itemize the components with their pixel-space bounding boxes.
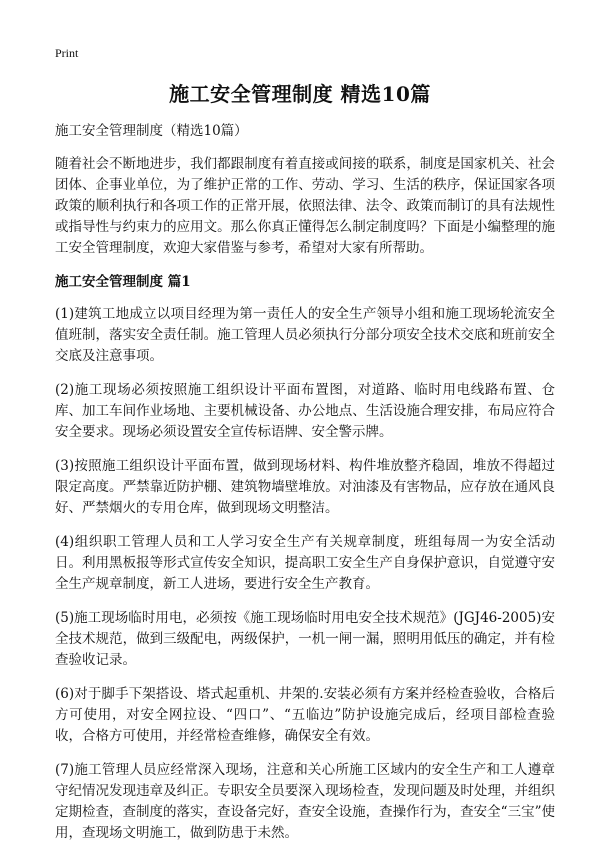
list-item: (1)建筑工地成立以项目经理为第一责任人的安全生产领导小组和施工现场轮流安全值班制，落实安全责任制。施工管理人员必须执行分部分项安全技术交底和班前安全交底及注意事项。 [55,306,555,364]
list-item: (7)施工管理人员应经常深入现场，注意和关心所施工区域内的安全生产和工人遵章守纪情况发现违章及纠正。专职安全员要深入现场检查，发现问题及时处理，并组织定期检查，查制度的落实，查设备完好，查安全设施，查操作行为，查安全“三宝”使用，查现场文明施工，做到防患于未然。 [55,762,555,841]
list-item: (2)施工现场必须按照施工组织设计平面布置图，对道路、临时用电线路布置、仓库、加工车间作业场地、主要机械设备、办公地点、生活设施合理安排，布局应符合安全要求。现场必须设置安全宣传标语牌、安全警示牌。 [55,382,555,440]
list-item: (5)施工现场临时用电，必须按《施工现场临时用电安全技术规范》(JGJ46-2005)安全技术规范，做到三级配电，两级保护，一机一闸一漏，照明用低压的确定，并有检查验收记录。 [55,610,555,668]
list-item: (3)按照施工组织设计平面布置，做到现场材料、构件堆放整齐稳固，堆放不得超过限定高度。严禁靠近防护棚、建筑物墙壁堆放。对油漆及有害物品，应存放在通风良好、严禁烟火的专用仓库，做到现场文明整洁。 [55,458,555,516]
document-body [55,121,555,857]
list-item: (6)对于脚手下架搭设、塔式起重机、井架的.安装必须有方案并经检查验收，合格后方可使用，对安全网拉设、“四口”、“五临边”防护设施完成后，经项目部检查验收，合格方可使用，并经常检查维修，确保安全有效。 [55,686,555,744]
intro-paragraph: 随着社会不断地进步，我们都跟制度有着直接或间接的联系，制度是国家机关、社会团体、企事业单位，为了维护正常的工作、劳动、学习、生活的秩序，保证国家各项政策的顺利执行和各项工作的正常开展，依照法律、法令、政策而制订的具有法规性或指导性与约束力的应用文。那么你真正懂得怎么制定制度吗？下面是小编整理的施工安全管理制度，欢迎大家借鉴与参考，希望对大家有所帮助。 [55,156,555,256]
section-heading: 施工安全管理制度 篇1 [55,274,191,290]
list-item: (4)组织职工管理人员和工人学习安全生产有关规章制度，班组每周一为安全活动日。利用黑板报等形式宣传安全知识，提高职工安全生产自身保护意识，自觉遵守安全生产规章制度，新工人进场，要进行安全生产教育。 [55,534,555,592]
document-title: 施工安全管理制度 精选10篇 [169,82,431,106]
document-subtitle: 施工安全管理制度（精选10篇） [55,123,248,139]
print-label: Print [55,46,79,60]
